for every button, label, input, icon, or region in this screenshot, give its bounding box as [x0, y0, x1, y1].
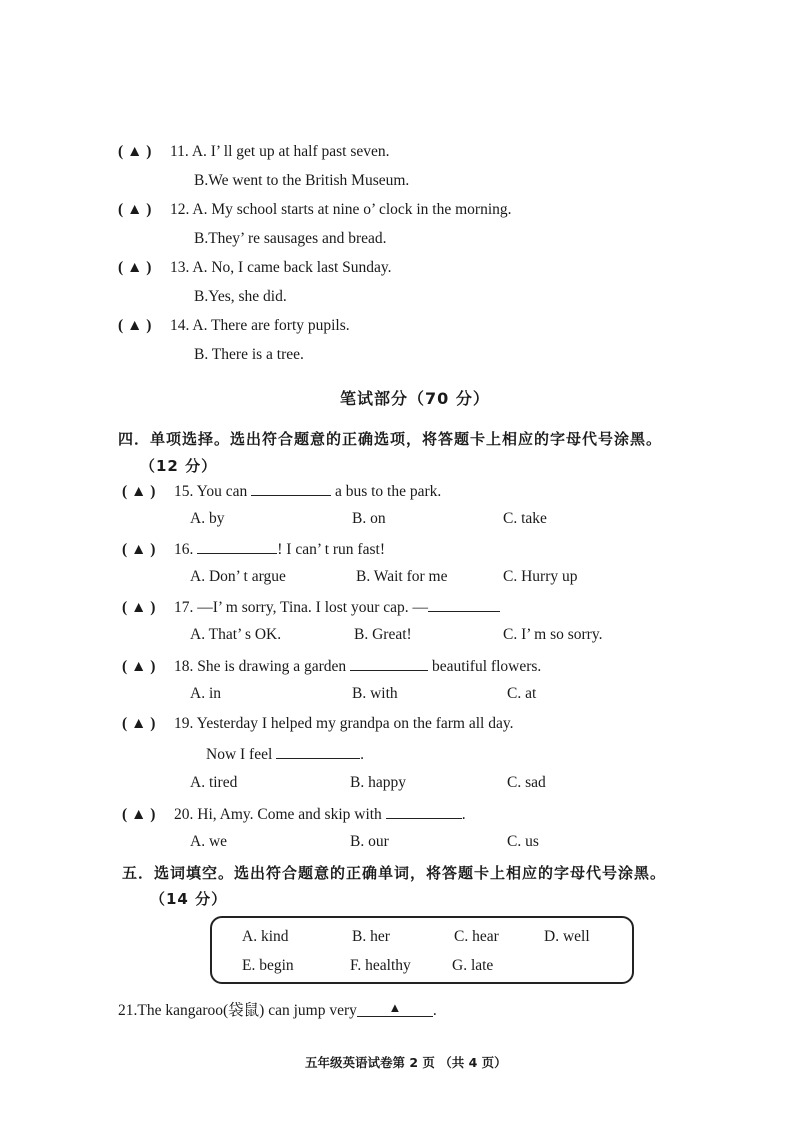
section-5-title: 五．选词填空。选出符合题意的正确单词，将答题卡上相应的字母代号涂黑。 [122, 864, 667, 882]
word-option-a: A. kind [242, 928, 289, 945]
answer-blank [386, 804, 462, 819]
option-a: A. That’ s OK. [190, 626, 282, 643]
question-text: 12. A. My school starts at nine o’ clock in the morning. [170, 201, 512, 218]
option-a: A. tired [190, 774, 238, 791]
question-stem-end: ! I can’ t run fast! [277, 541, 385, 558]
option-c: C. take [503, 510, 547, 527]
option-c: C. us [507, 833, 539, 850]
question-16 [122, 539, 385, 559]
question-text: 14. A. There are forty pupils. [170, 317, 350, 334]
question-17 [122, 597, 500, 617]
question-21 [118, 998, 437, 1020]
question-stem-end: . [360, 746, 365, 763]
answer-marker: ( ▲ ) [122, 658, 156, 675]
option-b: B. happy [350, 774, 406, 791]
question-stem: 21.The kangaroo(袋鼠) can jump very [118, 1002, 357, 1019]
option-b: B. with [352, 685, 398, 702]
question-stem-end: a bus to the park. [331, 483, 442, 500]
option-c: C. Hurry up [503, 568, 578, 585]
option-a: A. in [190, 685, 221, 702]
answer-marker: ( ▲ ) [122, 599, 156, 616]
section-4-title: 四．单项选择。选出符合题意的正确选项，将答题卡上相应的字母代号涂黑。 [118, 430, 663, 448]
written-part-heading: 笔试部分（70 分） [340, 389, 490, 408]
question-13 [118, 259, 392, 277]
answer-blank [428, 597, 500, 612]
option-b: B. Wait for me [356, 568, 448, 585]
section-5-score: （14 分） [150, 890, 228, 908]
answer-marker: ( ▲ ) [122, 483, 156, 500]
question-stem-end: . [432, 1002, 437, 1019]
answer-blank [276, 744, 360, 759]
question-15 [122, 481, 441, 501]
option-a: A. by [190, 510, 225, 527]
question-stem: 16. [174, 541, 198, 558]
question-stem: 17. —I’ m sorry, Tina. I lost your cap. — [174, 599, 429, 616]
page-footer: 五年级英语试卷第 2 页 （共 4 页） [305, 1055, 507, 1070]
answer-blank [357, 1002, 433, 1017]
question-19 [122, 715, 513, 733]
question-11-option-b: B.We went to the British Museum. [194, 172, 410, 189]
question-stem: 19. Yesterday I helped my grandpa on the farm all day. [174, 715, 514, 732]
answer-marker: ( ▲ ) [118, 259, 152, 276]
word-bank-box [210, 916, 634, 984]
answer-marker: ( ▲ ) [122, 541, 156, 558]
question-stem-end: beautiful flowers. [428, 658, 542, 675]
word-option-b: B. her [352, 928, 390, 945]
option-a: A. Don’ t argue [190, 568, 286, 585]
question-text: 13. A. No, I came back last Sunday. [170, 259, 392, 276]
answer-marker: ( ▲ ) [118, 201, 152, 218]
question-11 [118, 143, 390, 161]
option-a: A. we [190, 833, 228, 850]
answer-marker: ( ▲ ) [122, 806, 156, 823]
option-b: B. on [352, 510, 386, 527]
question-stem: 20. Hi, Amy. Come and skip with [174, 806, 386, 823]
question-13-option-b: B.Yes, she did. [194, 288, 287, 305]
answer-marker: ( ▲ ) [118, 143, 152, 160]
question-14-option-b: B. There is a tree. [194, 346, 304, 363]
word-option-e: E. begin [242, 957, 294, 974]
question-19-line-2 [206, 744, 364, 764]
question-stem: 15. You can [174, 483, 252, 500]
answer-marker: ( ▲ ) [118, 317, 152, 334]
option-b: B. our [350, 833, 389, 850]
question-20 [122, 804, 466, 824]
question-text: 11. A. I’ ll get up at half past seven. [170, 143, 390, 160]
option-c: C. I’ m so sorry. [503, 626, 603, 643]
option-c: C. at [507, 685, 537, 702]
question-12 [118, 201, 512, 219]
option-b: B. Great! [354, 626, 412, 643]
answer-blank [350, 656, 428, 671]
answer-marker: ( ▲ ) [122, 715, 156, 732]
option-c: C. sad [507, 774, 546, 791]
answer-marker: ▲ [388, 1000, 402, 1015]
question-12-option-b: B.They’ re sausages and bread. [194, 230, 387, 247]
question-18 [122, 656, 541, 676]
section-4-score: （12 分） [140, 457, 218, 475]
answer-blank [197, 539, 277, 554]
word-option-f: F. healthy [350, 957, 411, 974]
question-14 [118, 317, 350, 335]
question-stem: 18. She is drawing a garden [174, 658, 351, 675]
question-stem-end: . [461, 806, 466, 823]
question-stem: Now I feel [206, 746, 277, 763]
word-option-g: G. late [452, 957, 494, 974]
word-option-c: C. hear [454, 928, 499, 945]
answer-blank [251, 481, 331, 496]
word-option-d: D. well [544, 928, 590, 945]
